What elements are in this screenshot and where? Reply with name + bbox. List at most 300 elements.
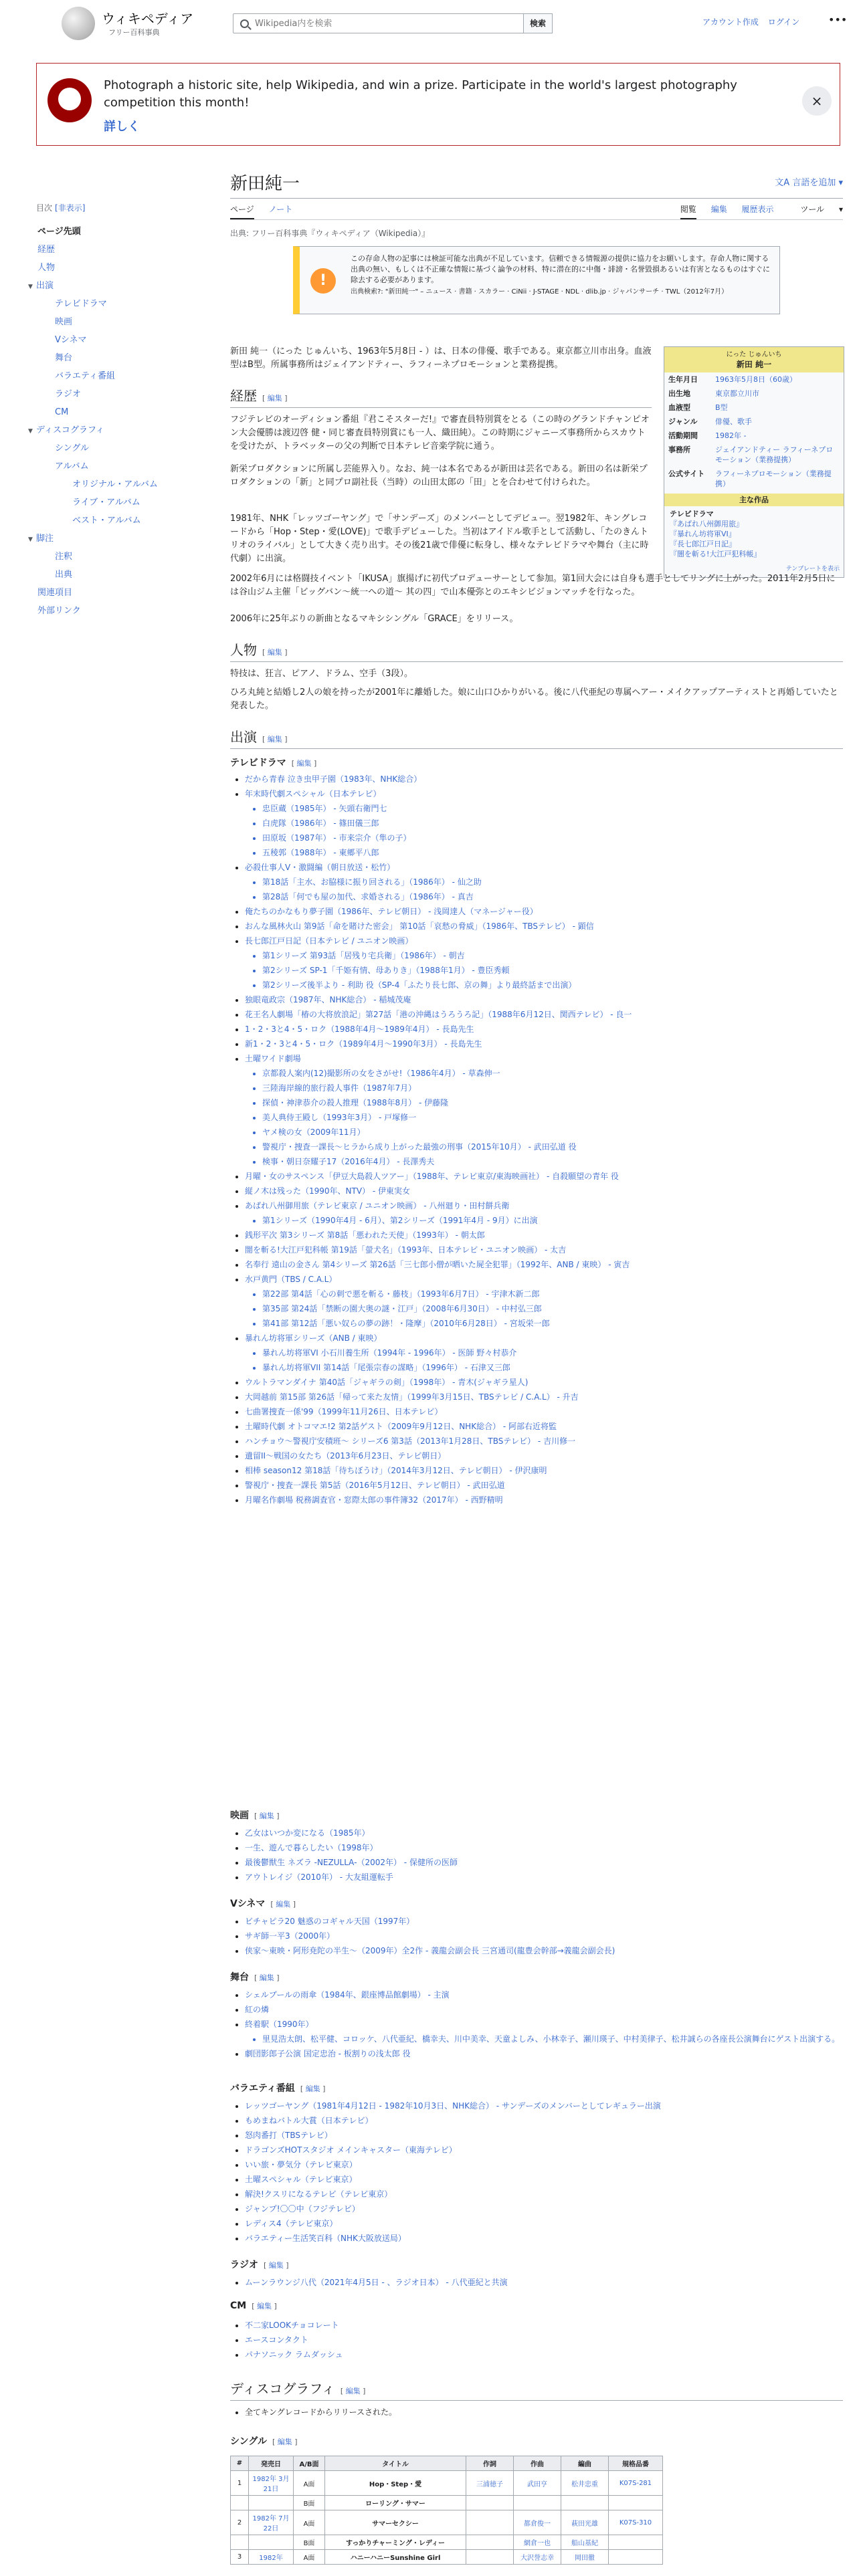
- sub-list-item[interactable]: • 第2シリーズ SP-1「千姫有情、母ありき」（1988年1月） - 豊臣秀頼: [262, 963, 847, 978]
- sub-list-item[interactable]: • 探偵・神津恭介の殺人推理（1988年8月） - 伊藤隆: [262, 1095, 847, 1110]
- toc-item[interactable]: [36, 584, 217, 602]
- list-item: [245, 772, 847, 786]
- edit-label: 編集: [276, 1900, 291, 1909]
- toc-item[interactable]: [36, 566, 217, 584]
- list-item: [245, 2157, 847, 2172]
- sub-list-item[interactable]: • 里見浩太朗、松平健、コロッケ、八代亜紀、橋幸夫、川中美幸、天童よしみ、小林幸子、瀬川瑛子、中村美律子、松井誠らの各座長公演舞台にゲスト出演する。: [262, 2032, 847, 2046]
- wiki-loves-monuments-logo-icon: [47, 78, 92, 122]
- sub-list-item[interactable]: • 美人典侍王殿し（1993年3月） - 戸塚修一: [262, 1110, 847, 1125]
- tab-tools-label: ツール: [800, 205, 825, 214]
- toc-item-label: ページ先頭: [37, 227, 81, 237]
- list-item: [245, 1169, 847, 1184]
- list-item-text[interactable]: だから青春 泣き虫甲子園（1983年、NHK総合）: [245, 774, 422, 784]
- edit-label: 編集: [305, 2084, 320, 2093]
- infobox-works-title: 主な作品: [664, 494, 844, 506]
- sub-list-item[interactable]: • 第28話「何でも屋の加代、求婚される」（1986年） - 真吉: [262, 889, 847, 904]
- list-item-text[interactable]: 一生、遊んで暮らしたい（1998年）: [245, 1843, 378, 1852]
- template-link[interactable]: テンプレートを表示: [785, 566, 840, 572]
- sub-list: [245, 1346, 847, 1375]
- list-item-text[interactable]: ムーンラウンジ八代（2021年4月5日 - 、ラジオ日本） - 八代亜紀と共演: [245, 2278, 508, 2287]
- sub-cm-heading: [230, 2300, 277, 2311]
- list-item: [245, 2143, 847, 2157]
- infobox-key: 活動期間: [668, 431, 698, 440]
- logo-title[interactable]: ウィキペディア: [102, 11, 194, 27]
- edit-section-link[interactable]: [ 編集 ]: [254, 1973, 280, 1982]
- table-cell: [609, 2535, 663, 2550]
- add-language-button[interactable]: [775, 175, 843, 188]
- chevron-down-icon[interactable]: ▼: [28, 284, 33, 290]
- notice-body: この存命人物の記事には検証可能な出典が不足しています。信頼できる情報源の提供に協力をお願いします。存命人物に関する出典の無い、もしくは不正確な情報に基づく論争の材料、特に潜在的に中傷・誹謗・名誉毀損あるいは有害となるものはすぐに除去する必要があります。: [351, 254, 770, 284]
- list-item-text[interactable]: レディス4（テレビ東京）: [245, 2219, 338, 2228]
- tab-history[interactable]: 履歴表示: [741, 205, 774, 214]
- notice-text: [351, 253, 772, 298]
- drama-list: [230, 772, 847, 1507]
- edit-section-link[interactable]: [ 編集 ]: [291, 759, 317, 768]
- table-cell: 萩田光雄: [561, 2510, 609, 2535]
- edit-label: 編集: [296, 759, 312, 768]
- table-cell[interactable]: サマーセクシー: [325, 2510, 466, 2535]
- chevron-down-icon[interactable]: ▼: [28, 536, 33, 543]
- toc-item[interactable]: [36, 241, 217, 259]
- person-p1: 特技は、狂言、ピアノ、ドラム、空手（3段）。: [230, 669, 413, 679]
- sub-stage-heading: [230, 1970, 280, 1983]
- list-item-text[interactable]: おんな風林火山 第9話「命を賭けた密会」 第10話「哀愁の脅威」（1986年、TBSテレビ） - 顕信: [245, 922, 594, 931]
- view-tabs: [668, 203, 843, 215]
- list-item-text[interactable]: ジャンプ!〇〇中（フジテレビ）: [245, 2204, 360, 2214]
- sub-variety-heading: [230, 2081, 325, 2095]
- infobox-work[interactable]: 『暴れん坊将軍VI』: [670, 530, 736, 538]
- list-item-text[interactable]: 闇を斬る!大江戸犯科帳 第19話「螢犬名」（1993年、日本テレビ・ユニオン映画） - 太吉: [245, 1245, 567, 1255]
- section-disco-heading: [230, 2378, 843, 2401]
- tab-read[interactable]: 閲覧: [680, 205, 696, 219]
- toc-item[interactable]: [36, 385, 217, 403]
- sub-drama-heading: [230, 756, 316, 769]
- infobox-work[interactable]: 『長七郎江戸日記』: [670, 540, 736, 548]
- toc-item-label: 人物: [37, 263, 56, 273]
- list-item: [245, 1037, 847, 1051]
- table-cell: 松井忠重: [561, 2471, 609, 2496]
- list-item-text[interactable]: 名奉行 遠山の金さん 第4シリーズ 第26話「三七郎小僧が晒いた屍全犯罪」（1992年、ANB / 東映） - 寅吉: [245, 1260, 630, 1269]
- site-header: [0, 0, 859, 48]
- edit-section-link[interactable]: [ 編集 ]: [272, 2438, 298, 2446]
- infobox-value[interactable]: 1982年 -: [715, 431, 747, 440]
- table-header-row: [231, 2456, 663, 2471]
- tab-tools[interactable]: [788, 205, 843, 214]
- person-p2: ひろ丸純と結婚し2人の娘を持ったが2001年に離婚した。娘に山口ひかりがいる。後に八代亜紀の専属ヘアー・メイクアップアーティストと再婚していたと発表した。: [230, 687, 838, 711]
- toc-item-label: 舞台: [55, 353, 73, 363]
- infobox-value[interactable]: B型: [715, 403, 728, 412]
- list-item-text[interactable]: バラエティー生活笑百科（NHK大阪放送局）: [245, 2234, 406, 2243]
- more-options-icon[interactable]: •••: [828, 13, 848, 26]
- tab-edit[interactable]: 編集: [710, 205, 727, 214]
- toc-item[interactable]: [36, 439, 217, 457]
- sub-list: [245, 2032, 847, 2046]
- sub-list-item[interactable]: • 検事・朝日奈耀子17（2016年4月） - 長澤秀夫: [262, 1154, 847, 1169]
- table-cell: K07S-281: [609, 2471, 663, 2496]
- table-row: [231, 2510, 663, 2535]
- infobox-name: 新田 純一: [736, 360, 772, 369]
- list-item-text[interactable]: もめまねバトル大賞（日本テレビ）: [245, 2116, 373, 2125]
- infobox-works-head: テレビドラマ: [670, 510, 714, 518]
- list-item-text[interactable]: ハンチョウ〜警視庁安積班〜 シリーズ6 第3話（2013年1月28日、TBSテレビ） - 吉川修一: [245, 1436, 576, 1446]
- list-item: [245, 1375, 847, 1390]
- toc-item[interactable]: [36, 295, 217, 313]
- edit-section-link[interactable]: [ 編集 ]: [262, 648, 288, 657]
- table-cell: 武田亨: [514, 2471, 561, 2496]
- list-item-text[interactable]: パナソニック ラムダッシュ: [245, 2350, 343, 2359]
- toc-item[interactable]: [28, 277, 217, 295]
- table-cell: [609, 2550, 663, 2565]
- sub-radio-heading: [230, 2258, 289, 2271]
- tab-page[interactable]: ページ: [230, 205, 254, 219]
- infobox-value[interactable]: 東京都立川市: [715, 389, 759, 398]
- list-item-text[interactable]: 俺たちのかなもり夢子園（1986年、テレビ朝日） - 浅岡達人（マネージャー役）: [245, 907, 538, 916]
- edit-label: 編集: [259, 1812, 274, 1820]
- toc-item[interactable]: [36, 349, 217, 367]
- infobox-row: [664, 429, 844, 443]
- table-cell: 船山基紀: [561, 2535, 609, 2550]
- sub-list-item[interactable]: • 五稜郭（1988年） - 東郷平八郎: [262, 845, 847, 860]
- table-header-cell: 作詞: [466, 2456, 514, 2471]
- list-item-text[interactable]: 月曜・女のサスペンス「伊豆大島殺人ツアー」（1988年、テレビ東京/東海映画社） - 自殺願望の青年 役: [245, 1172, 619, 1181]
- sub-list: [245, 875, 847, 904]
- sub-list-item[interactable]: • 暴れん坊将軍VII 第14話「尾張宗春の謀略」（1996年） - 石津又三郎: [262, 1360, 847, 1375]
- edit-label: 編集: [277, 2438, 292, 2446]
- list-item: [245, 1404, 847, 1419]
- edit-section-link[interactable]: [ 編集 ]: [262, 394, 288, 403]
- sub-single-heading: [230, 2434, 298, 2448]
- banner-text: Photograph a historic site, help Wikipedia, and win a prize. Participate in the world's largest photography competition this month!: [104, 78, 737, 110]
- infobox-work[interactable]: 『あばれ八州御用旅』: [670, 520, 743, 528]
- toc-item-label: 外部リンク: [37, 606, 81, 616]
- sub-list: [245, 948, 847, 992]
- sub-list-item[interactable]: • 三陸海岸線的旅行殺人事件（1987年7月）: [262, 1081, 847, 1095]
- table-cell: 2: [231, 2510, 249, 2535]
- notice-sources[interactable]: 出典検索?: "新田純一" – ニュース · 書籍 · スカラー · CiNii · J-STAGE · NDL · dlib.jp · ジャパンサーチ · TWL（2012年7月）: [351, 288, 729, 296]
- table-cell: 大沢誉志幸: [514, 2550, 561, 2565]
- create-account-link[interactable]: アカウント作成: [702, 17, 759, 27]
- close-icon[interactable]: ×: [802, 86, 832, 116]
- table-cell[interactable]: すっかりチャーミング・レディー: [325, 2535, 466, 2550]
- list-item-text[interactable]: 縦ノ木は残った（1990年、NTV） - 伊東実女: [245, 1186, 411, 1196]
- edit-section-link[interactable]: [ 編集 ]: [300, 2084, 326, 2093]
- sub-list-item[interactable]: • ヤメ検の女（2009年11月）: [262, 1125, 847, 1140]
- sub-variety-title: バラエティ番組: [230, 2083, 295, 2094]
- table-header-cell: 発売日: [249, 2456, 294, 2471]
- list-item-text[interactable]: 必殺仕事人V・激闘編（朝日放送・松竹）: [245, 863, 395, 872]
- page-title: 新田純一: [230, 174, 300, 194]
- list-item: [245, 2099, 847, 2113]
- toc-item-label: 経歴: [37, 245, 56, 255]
- infobox-key: 血液型: [668, 403, 690, 412]
- vcinema-list: [230, 1914, 847, 1958]
- list-item: [245, 1022, 847, 1037]
- toc-item-label: 映画: [55, 317, 73, 327]
- toc-hide-button[interactable]: [非表示]: [55, 203, 86, 213]
- list-item-text[interactable]: 終着駅（1990年）: [245, 2020, 314, 2029]
- list-item-text[interactable]: 年末時代劇スペシャル（日本テレビ）: [245, 789, 381, 798]
- infobox-header: [664, 347, 844, 372]
- section-career-heading: [230, 385, 652, 408]
- list-item: [245, 2216, 847, 2231]
- toc-item[interactable]: [36, 403, 217, 421]
- list-item: [245, 2231, 847, 2246]
- edit-section-link[interactable]: [ 編集 ]: [262, 735, 288, 744]
- wikipedia-logo-icon[interactable]: [62, 7, 95, 40]
- table-cell[interactable]: 1982年 3月21日: [249, 2471, 294, 2496]
- search-icon: [240, 19, 249, 28]
- list-item: [245, 1914, 847, 1929]
- list-item: [245, 2017, 847, 2046]
- list-item-text[interactable]: ビチャピラ20 魅惑のコギャル天国（1997年）: [245, 1917, 415, 1926]
- sub-list-item[interactable]: • 第41部 第12話「悪い奴らの夢の跡！・隆摩」（2010年6月28日） - 宮坂栄一郎: [262, 1316, 847, 1331]
- list-item-text[interactable]: 最後鬱獣生 ネズラ -NEZULLA-（2002年） - 保健所の医師: [245, 1858, 458, 1867]
- table-cell[interactable]: ハニーハニーSunshine Girl: [325, 2550, 466, 2565]
- chevron-down-icon: ▾: [836, 205, 843, 214]
- search-button[interactable]: 検索: [523, 13, 553, 33]
- table-cell[interactable]: Hop・Step・愛: [325, 2471, 466, 2496]
- table-cell[interactable]: 1982年 7月22日: [249, 2510, 294, 2535]
- toc-item[interactable]: [28, 421, 217, 439]
- list-item: [245, 2187, 847, 2202]
- career-p5: 2006年に25年ぶりの新曲となるマキシシングル「GRACE」をリリース。: [230, 614, 518, 624]
- list-item: [245, 1184, 847, 1198]
- table-cell: [466, 2535, 514, 2550]
- infobox-row: [664, 372, 844, 387]
- table-body: [231, 2471, 663, 2565]
- chevron-down-icon: ▾: [836, 178, 843, 188]
- list-item: [245, 2172, 847, 2187]
- table-header-cell: 編曲: [561, 2456, 609, 2471]
- table-cell[interactable]: 1982年: [249, 2550, 294, 2565]
- toc-item-label: バラエティ番組: [55, 371, 115, 381]
- toc-item[interactable]: [36, 512, 217, 530]
- table-cell[interactable]: ローリング・サマー: [325, 2496, 466, 2510]
- section-person-title: 人物: [230, 642, 257, 658]
- stage-list: [230, 1988, 847, 2061]
- list-item-text[interactable]: アウトレイジ（2010年） - 大友組運転手: [245, 1872, 393, 1882]
- banner-learn-more-link[interactable]: 詳しく: [104, 120, 140, 134]
- sub-list-item[interactable]: • 白虎隊（1986年） - 篠田儀三郎: [262, 816, 847, 831]
- list-item: [245, 1943, 847, 1958]
- radio-list: [230, 2275, 847, 2290]
- list-item-text[interactable]: 乙女はいつか変になる（1985年）: [245, 1828, 370, 1838]
- toc-item[interactable]: [36, 331, 217, 349]
- list-item: [245, 2113, 847, 2128]
- edit-label: 編集: [259, 1973, 274, 1982]
- edit-section-link[interactable]: [ 編集 ]: [252, 2302, 277, 2311]
- table-cell: 1: [231, 2471, 249, 2496]
- table-header-cell: 規格品番: [609, 2456, 663, 2471]
- citation-needed-notice: [293, 246, 780, 314]
- list-item-text[interactable]: 銭形平次 第3シリーズ 第8話「悪われた天使」（1993年） - 朝太郎: [245, 1230, 485, 1240]
- toc-item[interactable]: [36, 494, 217, 512]
- list-item-text[interactable]: ドラゴンズHOTスタジオ メインキャスター（東海テレビ）: [245, 2145, 457, 2155]
- list-item-text[interactable]: レッツゴーヤング（1981年4月12日 - 1982年10月3日、NHK総合） - サンデーズのメンバーとしてレギュラー出演: [245, 2101, 661, 2111]
- section-career-title: 経歴: [230, 388, 257, 404]
- infobox-value[interactable]: ラフィーネプロモーション（業務提携）: [715, 469, 832, 488]
- list-item-text[interactable]: シェルブールの雨傘（1984年、銀座博品館劇場） - 主演: [245, 1990, 450, 2000]
- sub-list-item[interactable]: • 警視庁・捜査一課長〜ヒラから成り上がった最強の刑事（2015年10月） - 武田弘道 役: [262, 1140, 847, 1154]
- table-cell: K07S-310: [609, 2510, 663, 2535]
- list-item-text[interactable]: 侠家〜東映・阿形尭陀の半生〜（2009年）全2作 - 義龍会副会長 三宮通司(龍豊会幹部→義龍会副会長): [245, 1946, 615, 1955]
- edit-label: 編集: [267, 394, 282, 403]
- search-box[interactable]: [233, 13, 533, 33]
- table-cell[interactable]: [249, 2535, 294, 2550]
- list-item-text[interactable]: 解決!クスリになるテレビ（テレビ東京）: [245, 2189, 393, 2199]
- login-link[interactable]: ログイン: [767, 17, 800, 27]
- list-item-text[interactable]: サギ師一平3（2000年）: [245, 1931, 335, 1941]
- sub-list-item[interactable]: • 第2シリーズ後半より - 利助 役（SP-4「ふたり長七郎、京の舞」より最終話まで出演）: [262, 978, 847, 992]
- sub-list-item[interactable]: • 暴れん坊将軍VI 小石川養生所（1994年 - 1996年） - 医師 野々村恭介: [262, 1346, 847, 1360]
- sub-list-item[interactable]: • 京都殺人案内(12)撮影所の女をさがせ!（1986年4月） - 草森伸一: [262, 1066, 847, 1081]
- table-cell[interactable]: [249, 2496, 294, 2510]
- toc-item[interactable]: [36, 457, 217, 475]
- sub-list-item[interactable]: • 第22部 第4話「心の刺で悪を斬る・藤枝」（1993年6月7日） - 宇津木新二郎: [262, 1287, 847, 1301]
- list-item-text[interactable]: 不二家LOOKチョコレート: [245, 2321, 339, 2330]
- list-item-text[interactable]: 相棒 season12 第18話「待ちぼうけ」（2014年3月12日、テレビ朝日） - 伊沢康明: [245, 1466, 547, 1475]
- toc-item[interactable]: [36, 602, 217, 620]
- edit-section-link[interactable]: [ 編集 ]: [264, 2261, 289, 2270]
- infobox-key: 出生地: [668, 389, 690, 398]
- list-item-text[interactable]: いい旅・夢気分（テレビ東京）: [245, 2160, 357, 2169]
- list-item-text[interactable]: あばれ八州御用旅（テレビ東京 / ユニオン映画） - 八州廻り・田村餅兵衛: [245, 1201, 510, 1210]
- infobox-value[interactable]: 1963年5月8日（60歳）: [715, 375, 797, 384]
- edit-section-link[interactable]: [ 編集 ]: [340, 2387, 366, 2395]
- list-item-text[interactable]: 劇団影郎子公演 国定忠治 - 板割りの浅太郎 役: [245, 2049, 411, 2058]
- table-cell: A面: [294, 2471, 325, 2496]
- list-item-text[interactable]: 怒肉番打（TBSテレビ）: [245, 2131, 332, 2140]
- sub-list-item[interactable]: • 第35部 第24話「禁断の園大奥の謎・江戸」（2008年6月30日） - 中村弘三郎: [262, 1301, 847, 1316]
- list-item-text[interactable]: 土曜ワイド劇場: [245, 1054, 301, 1063]
- infobox-works-list: [670, 519, 838, 559]
- sub-movie-heading: [230, 1808, 280, 1822]
- list-item-text[interactable]: 暴れん坊将軍シリーズ（ANB / 東映）: [245, 1333, 382, 1343]
- list-item-text[interactable]: 花王名人劇場「椿の大将放浪記」第27話「港の沖縄はうろうろ記」（1988年6月12日、関西テレビ） - 良一: [245, 1010, 632, 1019]
- sub-list-item[interactable]: • 第1シリーズ（1990年4月 - 6月）、第2シリーズ（1991年4月 - 9月）に出演: [262, 1213, 847, 1228]
- toc-item[interactable]: [36, 475, 217, 494]
- list-item-text[interactable]: 月曜名作劇場 税務調査官・窓際太郎の事件簿32（2017年） - 西野精明: [245, 1495, 503, 1505]
- list-item-text[interactable]: 警視庁・捜査一課長 第5話（2016年5月12日、テレビ朝日） - 武田弘道: [245, 1481, 505, 1490]
- edit-label: 編集: [267, 648, 282, 657]
- infobox-value[interactable]: 俳優、歌手: [715, 417, 752, 426]
- list-item-text[interactable]: エースコンタクト: [245, 2335, 308, 2345]
- toc-header: [36, 202, 217, 213]
- section-person-heading: [230, 639, 843, 662]
- table-cell: [514, 2496, 561, 2510]
- list-item-text[interactable]: 新1・2・3と4・5・ロク（1989年4月〜1990年3月） - 長島先生: [245, 1039, 482, 1049]
- edit-section-link[interactable]: [ 編集 ]: [254, 1812, 280, 1820]
- list-item-text[interactable]: 紅の燐: [245, 2005, 270, 2014]
- list-item: [245, 2347, 847, 2362]
- list-item: [245, 934, 847, 992]
- list-item: [245, 2333, 847, 2347]
- list-item: [245, 1051, 847, 1169]
- toc-item[interactable]: [36, 259, 217, 277]
- list-item: [245, 2046, 847, 2061]
- list-item-text[interactable]: 1・2・3と4・5・ロク（1988年4月〜1989年4月） - 長島先生: [245, 1025, 474, 1034]
- infobox-row: [664, 401, 844, 415]
- list-item: [245, 1478, 847, 1493]
- sub-list-item[interactable]: • 第1シリーズ 第93話「居残り宅兵衛」（1986年） - 朝吉: [262, 948, 847, 963]
- toc-item-label: ラジオ: [55, 389, 82, 399]
- table-header-cell: #: [231, 2456, 249, 2471]
- toc-item[interactable]: [36, 223, 217, 241]
- infobox-row: [664, 467, 844, 491]
- edit-label: 編集: [345, 2387, 361, 2395]
- edit-label: 編集: [257, 2302, 272, 2311]
- tab-talk[interactable]: ノート: [268, 205, 293, 214]
- career-p3: 1981年、NHK「レッツゴーヤング」で「サンデーズ」のメンバーとしてデビュー。翌1982年、キングレコードから「Hop・Step・愛(LOVE)」で歌手デビューした。当初はアイドル歌手として活動し、「たのきんトリオのライバル」として大きく売り出す。その後21歳で俳優に転身し、様々なテレビドラマや舞台（主に時代劇）に出演。: [230, 514, 649, 564]
- list-item-text[interactable]: 独眼竜政宗（1987年、NHK総合） - 稲城茂庵: [245, 995, 411, 1004]
- list-item-text[interactable]: 七曲署捜査一係'99（1999年11月26日、日本テレビ）: [245, 1407, 443, 1416]
- sub-list-item[interactable]: • 忠臣蔵（1985年） - 矢頭右衛門七: [262, 801, 847, 816]
- list-item-text[interactable]: 長七郎江戸日記（日本テレビ / ユニオン映画）: [245, 936, 413, 946]
- toc-item-label: ライブ・アルバム: [72, 498, 140, 508]
- sub-cm-title: CM: [230, 2300, 247, 2311]
- toc-item[interactable]: [36, 548, 217, 566]
- toc-item-label: Vシネマ: [55, 335, 87, 345]
- title-divider: [230, 198, 843, 199]
- list-item-text[interactable]: 遺留II〜戦国の女たち（2013年6月23日、テレビ朝日）: [245, 1451, 446, 1461]
- add-language-label: 言語を追加: [792, 178, 836, 188]
- toc-item-label: シングル: [55, 443, 90, 453]
- sub-list-item[interactable]: • 第18話「主水、お脇様に振り回される」（1986年） - 仙之助: [262, 875, 847, 889]
- list-item: [245, 1493, 847, 1507]
- infobox-key: 事務所: [668, 445, 690, 454]
- list-item: [245, 1390, 847, 1404]
- infobox-row: [664, 443, 844, 467]
- list-item-text[interactable]: ウルトラマンダイナ 第40話「ジャギラの剣」（1998年） - 青木(ジャギラ星人): [245, 1378, 529, 1387]
- disco-note: • 全てキングレコードからリリースされた。: [245, 2405, 847, 2420]
- list-item-text[interactable]: 大岡越前 第15部 第26話「帰って来た友情」（1999年3月15日、TBSテレビ / C.A.L） - 升吉: [245, 1392, 579, 1402]
- edit-section-link[interactable]: [ 編集 ]: [270, 1900, 296, 1909]
- table-of-contents: [28, 202, 217, 620]
- infobox-key: 公式サイト: [668, 469, 705, 478]
- table-cell: [231, 2496, 249, 2510]
- chevron-down-icon[interactable]: ▼: [28, 428, 33, 435]
- infobox-ruby: にった じゅんいち: [726, 351, 782, 358]
- infobox-value[interactable]: ジェイアンドティー ラフィーネプロモーション（業務提携）: [715, 445, 834, 464]
- list-item: [245, 2275, 847, 2290]
- table-cell: B面: [294, 2535, 325, 2550]
- tabs-divider: [230, 219, 843, 220]
- infobox-row: [664, 415, 844, 429]
- list-item-text[interactable]: 水戸黄門（TBS / C.A.L）: [245, 1275, 337, 1284]
- list-item: [245, 1198, 847, 1228]
- list-item: [245, 2318, 847, 2333]
- table-cell: 三浦徳子: [466, 2471, 514, 2496]
- list-item-text[interactable]: 土曜時代劇 オトコマエ!2 第2話ゲスト（2009年9月12日、NHK総合） - 阿部右近将監: [245, 1422, 557, 1431]
- toc-item[interactable]: [36, 313, 217, 331]
- toc-item[interactable]: [28, 530, 217, 548]
- list-item-text[interactable]: 土曜スペシャル（テレビ東京）: [245, 2175, 357, 2184]
- infobox-work[interactable]: 『闇を斬る!大江戸犯科帳』: [670, 550, 761, 558]
- singles-table: [230, 2456, 663, 2565]
- list-item: [245, 1840, 847, 1855]
- toc-item-label: オリジナル・アルバム: [72, 479, 158, 490]
- toc-title: 目次: [36, 203, 53, 213]
- cm-list: [230, 2318, 847, 2362]
- sub-list-item[interactable]: • 田原坂（1987年） - 市来宗介（隼の子）: [262, 831, 847, 845]
- toc-item[interactable]: [36, 367, 217, 385]
- section-appear-heading: [230, 726, 843, 749]
- career-p1: フジテレビのオーディション番組『君こそスターだ!』で審査員特別賞をとる（この時のグランドチャンピオン大会優勝は渡辺啓 健・同じ審査員特別賞にも一人、織田純）。この時期にジャニーズ事務所からスカウトを受けたが、トラベッターの父の判断で日本テレビ音楽学院に通う。: [230, 415, 650, 451]
- list-item: [245, 1870, 847, 1885]
- search-input[interactable]: [254, 14, 510, 33]
- table-cell: 都倉俊一: [514, 2510, 561, 2535]
- table-cell: 網倉一也: [514, 2535, 561, 2550]
